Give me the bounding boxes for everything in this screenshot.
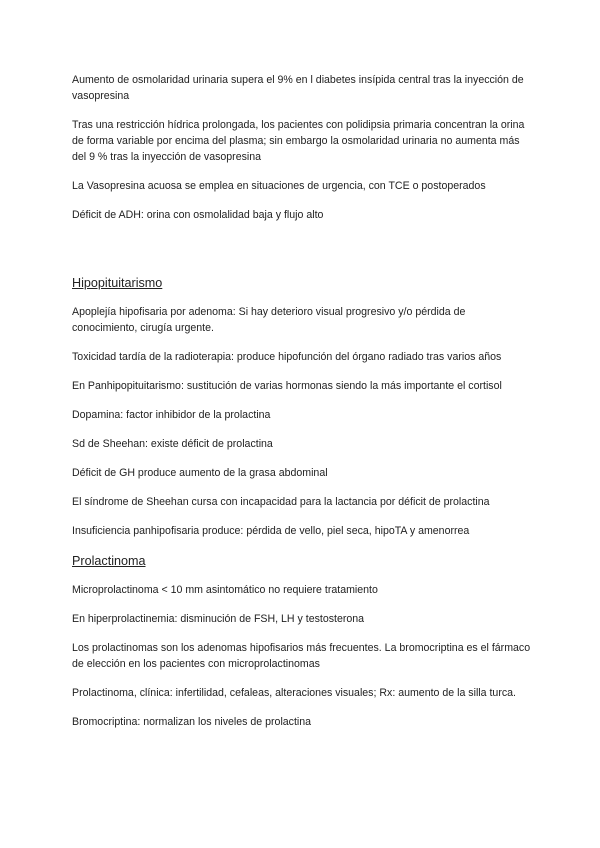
list-item: Apoplejía hipofisaria por adenoma: Si hay deterioro visual progresivo y/o pérdida de conocimiento, cirugía urgente. [72, 306, 466, 334]
list-item: Insuficiencia panhipofisaria produce: pérdida de vello, piel seca, hipoTA y amenorrea [72, 525, 470, 537]
list-item: El síndrome de Sheehan cursa con incapacidad para la lactancia por déficit de prolactina [72, 496, 490, 508]
section-heading-hipopituitarismo: Hipopituitarismo [72, 276, 163, 290]
list-item: En Panhipopituitarismo: sustitución de varias hormonas siendo la más importante el cortisol [72, 380, 502, 392]
section-heading-prolactinoma: Prolactinoma [72, 554, 146, 568]
list-item: Sd de Sheehan: existe déficit de prolactina [72, 438, 273, 450]
list-item: Prolactinoma, clínica: infertilidad, cefaleas, alteraciones visuales; Rx: aumento de la silla turca. [72, 687, 516, 699]
section-spacer [72, 236, 532, 275]
list-item: Bromocriptina: normalizan los niveles de prolactina [72, 716, 312, 728]
paragraph-adh-deficit: Déficit de ADH: orina con osmolalidad baja y flujo alto [72, 209, 324, 221]
paragraph-primary-polydipsia: Tras una restricción hídrica prolongada, los pacientes con polidipsia primaria concentran la orina de forma variable por encima del plasma; sin embargo la osmolaridad urinaria no aumenta más del 9 % tras la inyección de vasopresina [72, 119, 525, 163]
document-page [72, 72, 532, 743]
list-item: Déficit de GH produce aumento de la grasa abdominal [72, 467, 328, 479]
list-item: Microprolactinoma < 10 mm asintomático no requiere tratamiento [72, 584, 378, 596]
list-item: En hiperprolactinemia: disminución de FSH, LH y testosterona [72, 613, 365, 625]
list-item: Toxicidad tardía de la radioterapia: produce hipofunción del órgano radiado tras varios años [72, 351, 502, 363]
list-item: Los prolactinomas son los adenomas hipofisarios más frecuentes. La bromocriptina es el fármaco de elección en los pacientes con microprolactinomas [72, 642, 531, 670]
paragraph-aqueous-vasopressin: La Vasopresina acuosa se emplea en situaciones de urgencia, con TCE o postoperados [72, 180, 486, 192]
paragraph-vasopressin-test: Aumento de osmolaridad urinaria supera el 9% en l diabetes insípida central tras la inyección de vasopresina [72, 74, 524, 102]
list-item: Dopamina: factor inhibidor de la prolactina [72, 409, 271, 421]
